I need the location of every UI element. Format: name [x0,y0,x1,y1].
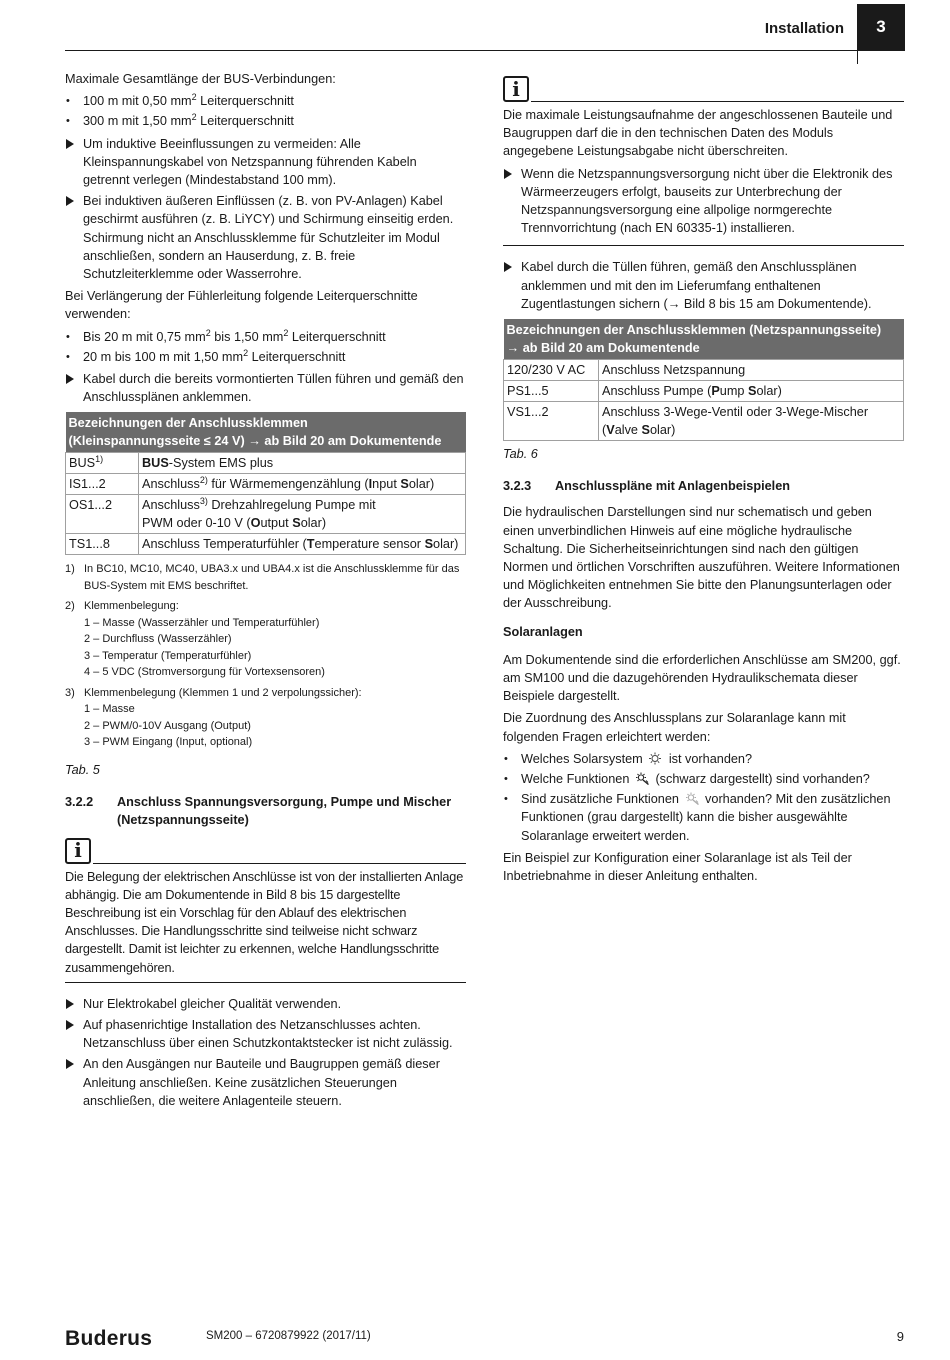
info-icon: i [503,76,529,102]
instruction-step: Wenn die Netzspannungsversorgung nicht über die Elektronik des Wärmeerzeugers erfolgt, bauseits zur Unterbrechung der Netzspannungsversorgung eine allpolige normgerechte Trennvorrichtung (nach EN 60335-1) installieren. [503,165,904,238]
arrow-right-icon [66,1020,74,1030]
instruction-steps-cable [503,258,904,313]
arrow-right-icon [66,196,74,206]
solar-paragraph-2: Die Zuordnung des Anschlussplans zur Solaranlage kann mit folgenden Fragen erleichtert werden: [503,711,846,744]
chapter-number-badge: 3 [857,4,905,50]
table-row [504,402,904,441]
table-row [66,474,466,495]
terminal-key: PS1...5 [504,381,599,402]
extension-list [65,328,466,366]
terminal-key: 120/230 V AC [504,360,599,381]
table-row [66,534,466,555]
terminal-table-low-voltage [65,412,466,555]
info-notice-text: Die Belegung der elektrischen Anschlüsse ist von der installierten Anlage abhängig. Die am Dokumentende in Bild 8 bis 15 dargestellte Beschreibung ist ein Vorschlag für den Ablauf des elektrischen Anschlusses. Die Handlungsschritte sind teilweise nicht schwarz dargestellt. Damit ist leichter zu erkennen, welche Handlungsschritte zusammengehören. [65,868,466,983]
section-heading-323: 3.2.3 Anschlusspläne mit Anlagenbeispielen [503,479,791,494]
instruction-step: Auf phasenrichtige Installation des Netzanschlusses achten. Netzanschluss über einen Schutzkontaktstecker ist nicht zulässig. [65,1016,466,1052]
table-caption: Tab. 5 [65,762,100,777]
table-row [66,495,466,534]
solar-heading: Solaranlagen [503,624,583,639]
info-notice-header [65,838,466,864]
instruction-steps-3 [65,995,466,1110]
page-number: 9 [896,1329,904,1344]
table-header: Bezeichnungen der Anschlussklemmen (Kleinspannungsseite ≤ 24 V) → ab Bild 20 am Dokumentende [66,412,466,453]
bus-intro: Maximale Gesamtlänge der BUS-Verbindungen: [65,72,336,86]
list-item: • 20 m bis 100 m mit 1,50 $mm^2$ Leiterquerschnitt [65,348,466,366]
solar-system-icon [648,752,663,765]
terminal-description: BUS-System EMS plus [139,453,466,474]
header-rule [65,50,905,51]
footnote: 2) Klemmenbelegung: 1 – Masse (Wasserzähler und Temperaturfühler) 2 – Durchfluss (Wasserzähler) 3 – Temperatur (Temperaturfühler) 4 – 5 VDC (Stromversorgung für Vortexsensoren) [65,600,325,679]
terminal-key: BUS$^{1)}$ [66,453,139,474]
terminal-key: VS1...2 [504,402,599,441]
list-item: • Sind zusätzliche Funktionen vorhanden? Mit den zusätzlichen Funktionen (grau dargestellt) kann die bisher ausgewählte Solaranlage erweitert werden. [503,790,904,845]
list-item: • Welche Funktionen (schwarz dargestellt) sind vorhanden? [503,770,904,788]
list-item: • 100 m mit 0,50 $mm^2$ Leiterquerschnitt [65,92,466,110]
instruction-step: Um induktive Beeinflussungen zu vermeiden: Alle Kleinspannungskabel von Netzspannung führenden Kabeln getrennt verlegen (Mindestabstand 100 mm). [65,135,466,190]
arrow-right-icon [66,139,74,149]
left-column [65,70,466,1114]
closing-paragraph: Ein Beispiel zur Konfiguration einer Solaranlage ist als Teil der Inbetriebnahme in dieser Anleitung enthalten. [503,850,852,884]
footnote: 1) In BC10, MC10, MC40, UBA3.x und UBA4.x ist die Anschlussklemme für das BUS-System mit EMS beschriftet. [65,563,460,592]
instruction-step: Kabel durch die bereits vormontierten Tüllen führen und gemäß den Anschlussplänen anklemmen. [65,370,466,406]
instruction-step: Nur Elektrokabel gleicher Qualität verwenden. [65,995,466,1013]
list-item: • Bis 20 m mit 0,75 $mm^2$ bis 1,50 $mm^2$ Leiterquerschnitt [65,328,466,346]
terminal-description: Anschluss Pumpe (Pump Solar) [599,381,904,402]
brand-logo: Buderus [65,1327,153,1350]
arrow-right-icon [66,374,74,384]
table-footnotes [65,561,466,751]
solar-function-grey-icon [685,792,700,805]
terminal-description: Anschluss Temperaturfühler (Temperature sensor Solar) [139,534,466,555]
document-reference: SM200 – 6720879922 (2017/11) [206,1330,371,1342]
instruction-step: Bei induktiven äußeren Einflüssen (z. B. von PV-Anlagen) Kabel geschirmt ausführen (z. B. LiYCY) und Schirmung einseitig erden. Schirmung nicht an Anschlussklemme für Schutzleiter im Modul anschließen, sondern an Hauserdung, z. B. freie Schutzleiterklemme oder Wasserrohre. [65,192,466,283]
solar-question-list [503,750,904,845]
arrow-right-icon [504,262,512,272]
header-tick [857,50,858,64]
terminal-description: Anschluss 3-Wege-Ventil oder 3-Wege-Mischer (Valve Solar) [599,402,904,441]
arrow-right-icon [66,1059,74,1069]
bus-length-list [65,92,466,130]
section-title: Installation [764,20,844,37]
info-notice-body [503,106,904,246]
table-row [66,453,466,474]
section-323-text: Die hydraulischen Darstellungen sind nur schematisch und geben einen unverbindlichen Hinweis auf eine mögliche hydraulische Schaltung. Die Sicherheitseinrichtungen sind nach den gültigen Normen und örtlichen Vorschriften auszuführen. Weitere Informationen und Möglichkeiten entnehmen Sie bitte den Planungsunterlagen oder der Ausschreibung. [503,505,900,611]
instruction-step: An den Ausgängen nur Bauteile und Baugruppen gemäß dieser Anleitung anschließen. Keine zusätzlichen Steuerungen anschließen, die weitere Anlagenteile steuern. [65,1055,466,1110]
instruction-step: Kabel durch die Tüllen führen, gemäß den Anschlussplänen anklemmen und mit den im Lieferumfang enthaltenen Zugentlastungen sichern (→ Bild 8 bis 15 am Dokumentende). [503,258,904,313]
terminal-table-mains-voltage [503,319,904,441]
solar-paragraph-1: Am Dokumentende sind die erforderlichen Anschlüsse am SM200, ggf. am SM100 und die dazugehörenden Hydraulikschemata dieser Beispiele dargestellt. [503,652,901,704]
table-row [504,381,904,402]
instruction-steps-1 [65,135,466,284]
footnote: 3) Klemmenbelegung (Klemmen 1 und 2 verpolungssicher): 1 – Masse 2 – PWM/0-10V Ausgang (Output) 3 – PWM Eingang (Input, optional) [65,686,362,749]
instruction-steps-2 [65,370,466,406]
arrow-right-icon [504,169,512,179]
terminal-description: Anschluss$^{3)}$ Drehzahlregelung Pumpe mit PWM oder 0-10 V (Output Solar) [139,495,466,534]
table-row [504,360,904,381]
right-column [503,70,904,889]
list-item: • 300 m mit 1,50 $mm^2$ Leiterquerschnitt [65,112,466,130]
terminal-description: Anschluss Netzspannung [599,360,904,381]
solar-function-black-icon [635,772,650,785]
extension-intro: Bei Verlängerung der Fühlerleitung folgende Leiterquerschnitte verwenden: [65,289,418,322]
arrow-right-icon [66,999,74,1009]
info-icon: i [65,838,91,864]
info-notice-header [503,76,904,102]
terminal-key: IS1...2 [66,474,139,495]
section-heading-322: 3.2.2 Anschluss Spannungsversorgung, Pumpe und Mischer (Netzspannungsseite) [65,795,452,828]
list-item: • Welches Solarsystem ist vorhanden? [503,750,904,768]
info-notice-text: Die maximale Leistungsaufnahme der angeschlossenen Bauteile und Baugruppen darf die in den technischen Daten des Moduls angegebene Leistungsabgabe nicht überschreiten. [503,108,893,159]
terminal-key: OS1...2 [66,495,139,534]
table-caption: Tab. 6 [503,447,538,462]
table-header: Bezeichnungen der Anschlussklemmen (Netzspannungsseite) → ab Bild 20 am Dokumentende [504,319,904,360]
terminal-key: TS1...8 [66,534,139,555]
terminal-description: Anschluss$^{2)}$ für Wärmemengenzählung (Input Solar) [139,474,466,495]
